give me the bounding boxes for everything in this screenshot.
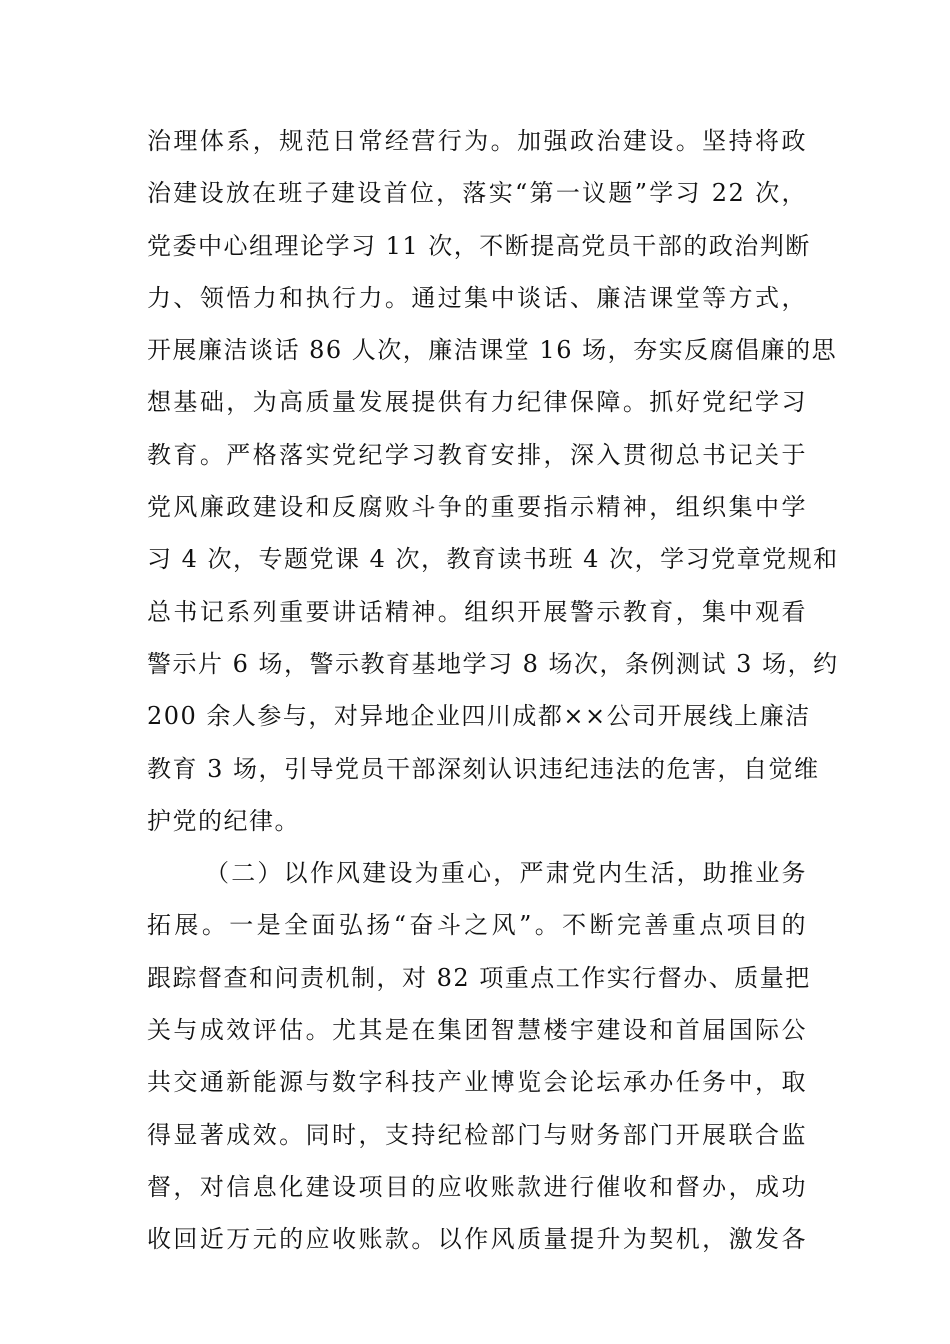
text-line: 跟踪督查和问责机制，对 82 项重点工作实行督办、质量把 xyxy=(147,963,811,992)
text-line: 关与成效评估。尤其是在集团智慧楼宇建设和首届国际公 xyxy=(147,1016,807,1045)
document-body xyxy=(147,126,839,1277)
text-line: 想基础，为高质量发展提供有力纪律保障。抓好党纪学习 xyxy=(147,388,807,417)
text-line: 拓展。一是全面弘扬“奋斗之风”。不断完善重点项目的 xyxy=(147,911,807,940)
text-line: 警示片 6 场，警示教育基地学习 8 场次，条例测试 3 场，约 xyxy=(147,649,839,678)
text-line: 习 4 次，专题党课 4 次，教育读书班 4 次，学习党章党规和 xyxy=(147,545,839,574)
text-line: 督，对信息化建设项目的应收账款进行催收和督办，成功 xyxy=(147,1172,807,1201)
text-line: 200 余人参与，对异地企业四川成都××公司开展线上廉洁 xyxy=(147,702,811,731)
text-line: 教育 3 场，引导党员干部深刻认识违纪违法的危害，自觉维 xyxy=(147,754,820,783)
text-line: 党委中心组理论学习 11 次，不断提高党员干部的政治判断 xyxy=(147,231,811,260)
text-line: 总书记系列重要讲话精神。组织开展警示教育，集中观看 xyxy=(147,597,807,626)
text-line: 力、领悟力和执行力。通过集中谈话、廉洁课堂等方式， xyxy=(147,283,807,312)
text-line: 教育。严格落实党纪学习教育安排，深入贯彻总书记关于 xyxy=(147,440,807,469)
section-heading-line: （二）以作风建设为重心，严肃党内生活，助推业务 xyxy=(205,859,807,888)
text-line: 治理体系，规范日常经营行为。加强政治建设。坚持将政 xyxy=(147,127,807,155)
text-line: 共交通新能源与数字科技产业博览会论坛承办任务中，取 xyxy=(147,1068,807,1097)
text-line: 党风廉政建设和反腐败斗争的重要指示精神，组织集中学 xyxy=(147,493,807,522)
text-line: 护党的纪律。 xyxy=(147,806,300,835)
text-line: 得显著成效。同时，支持纪检部门与财务部门开展联合监 xyxy=(147,1120,807,1149)
text-line: 收回近万元的应收账款。以作风质量提升为契机，激发各 xyxy=(147,1225,807,1254)
text-line: 治建设放在班子建设首位，落实“第一议题”学习 22 次， xyxy=(147,179,807,208)
text-line: 开展廉洁谈话 86 人次，廉洁课堂 16 场，夯实反腐倡廉的思 xyxy=(147,336,838,365)
